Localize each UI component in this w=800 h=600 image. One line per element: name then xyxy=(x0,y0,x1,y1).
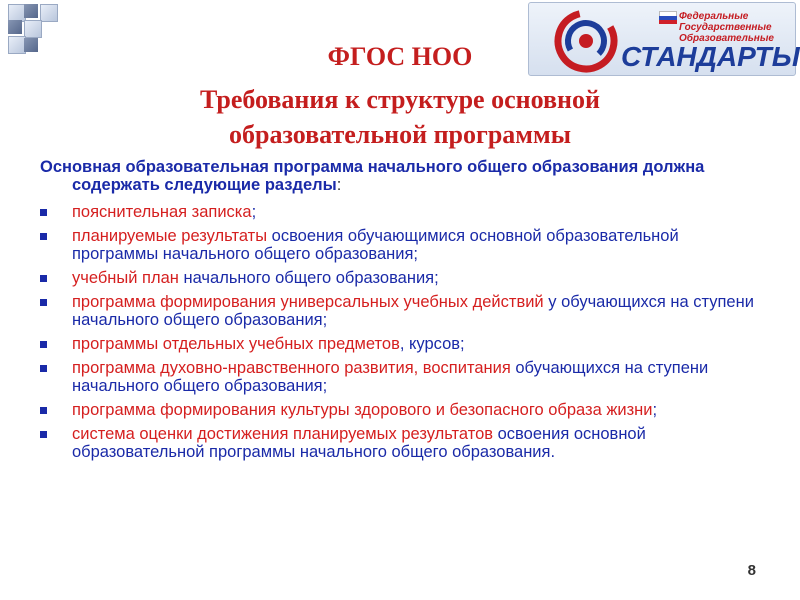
page-number: 8 xyxy=(747,562,756,579)
item-rest-text: ; xyxy=(652,401,658,419)
item-key-text: программа формирования универсальных учебных действий xyxy=(72,293,544,311)
item-rest-text: освоения обучающимися основной образовательной программы начального общего образования; xyxy=(72,227,679,263)
list-item xyxy=(40,425,760,461)
item-rest-text: начального общего образования; xyxy=(178,269,439,287)
list-item xyxy=(40,203,760,221)
list-item xyxy=(40,293,760,329)
requirements-list xyxy=(40,203,760,461)
logo-wordmark: СТАНДАРТЫ xyxy=(621,41,800,72)
logo-text-line: Образовательные xyxy=(679,33,774,44)
item-rest-text: освоения основной образовательной программы начального общего образования. xyxy=(72,425,646,461)
content-body xyxy=(40,158,760,467)
page-title: ФГОС НОО xyxy=(327,42,473,71)
item-rest-text: ; xyxy=(251,203,257,221)
logo-text-line: Государственные xyxy=(679,22,772,33)
page-subtitle-line: образовательной программы xyxy=(228,120,571,149)
intro-colon: : xyxy=(336,176,342,194)
item-key-text: программа формирования культуры здорового и безопасного образа жизни xyxy=(72,401,653,419)
list-item xyxy=(40,401,760,419)
item-key-text: программа духовно-нравственного развития, воспитания xyxy=(72,359,511,377)
decor-square xyxy=(40,4,58,22)
decor-square xyxy=(24,38,38,52)
list-item xyxy=(40,269,760,287)
item-key-text: учебный план xyxy=(72,269,179,287)
item-rest-text: обучающихся на ступени начального общего образования; xyxy=(72,359,709,395)
item-key-text: программы отдельных учебных предметов xyxy=(72,335,400,353)
item-rest-text: у обучающихся на ступени начального общего образования; xyxy=(72,293,754,329)
item-key-text: система оценки достижения планируемых результатов xyxy=(72,425,494,443)
logo-text-line: Федеральные xyxy=(679,11,749,22)
list-item xyxy=(40,227,760,263)
item-key-text: пояснительная записка xyxy=(72,203,252,221)
list-item xyxy=(40,335,760,353)
decor-square xyxy=(24,4,38,18)
decor-square xyxy=(24,20,42,38)
intro-paragraph xyxy=(40,158,760,194)
decor-square xyxy=(8,20,22,34)
item-rest-text: , курсов; xyxy=(399,335,465,353)
item-key-text: планируемые результаты xyxy=(72,227,268,245)
page-subtitle-line: Требования к структуре основной xyxy=(200,85,600,114)
intro-lead-text: Основная образовательная программа начального общего образования должна содержать следующие разделы xyxy=(40,158,705,194)
russian-flag-icon xyxy=(659,11,677,23)
list-item xyxy=(40,359,760,395)
